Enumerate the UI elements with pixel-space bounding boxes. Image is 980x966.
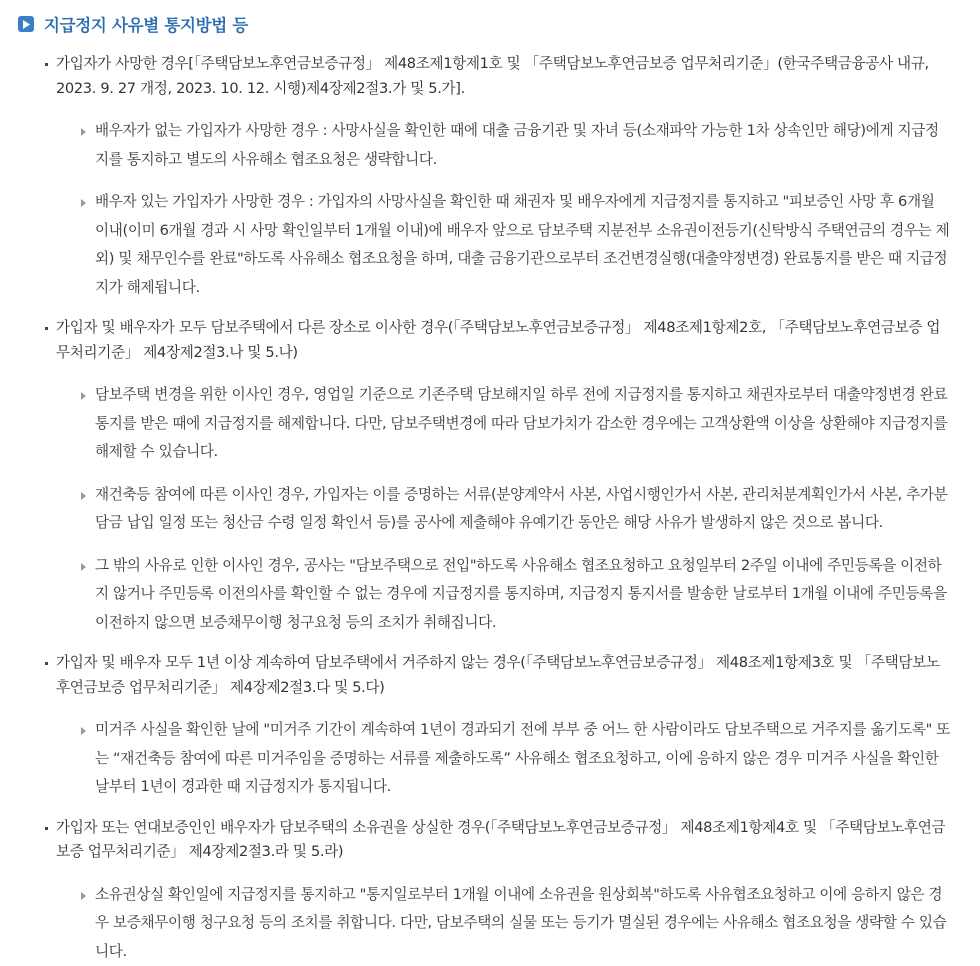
sub-list-item [37, 117, 950, 174]
list-item [18, 651, 950, 700]
sub-list-item-text: 재건축등 참여에 따른 이사인 경우, 가입자는 이를 증명하는 서류(분양계약서 사본, 사업시행인가서 사본, 관리처분계획인가서 사본, 추가분담금 납입 일정 또는 청산금 수령 일정 확인서 등)를 공사에 제출해야 유예기간 동안은 해당 사유가 발생하지 않은 것으로 봅니다. [95, 481, 950, 538]
sub-list-item [37, 381, 950, 467]
list-item [18, 52, 950, 101]
section-title: 지급정지 사유별 통지방법 등 [44, 12, 248, 36]
triangle-bullet-icon [81, 128, 86, 136]
list-item [18, 316, 950, 365]
square-bullet-icon [45, 327, 48, 330]
sub-list-item [37, 188, 950, 302]
list-item-text: 가입자 또는 연대보증인인 배우자가 담보주택의 소유권을 상실한 경우(「주택담보노후연금보증규정」 제48조제1항제4호 및 「주택담보노후연금보증 업무처리기준」 제4장제2절3.라 및 5.라) [56, 816, 950, 865]
sub-list-item-text: 담보주택 변경을 위한 이사인 경우, 영업일 기준으로 기존주택 담보해지일 하루 전에 지급정지를 통지하고 채권자로부터 대출약정변경 완료통지를 받은 때에 지급정지를 해제합니다. 다만, 담보주택변경에 따라 담보가치가 감소한 경우에는 고객상환액 이상을 상환해야 지급정지를 해제할 수 있습니다. [95, 381, 950, 467]
list-item-text: 가입자 및 배우자가 모두 담보주택에서 다른 장소로 이사한 경우(「주택담보노후연금보증규정」 제48조제1항제2호, 「주택담보노후연금보증 업무처리기준」 제4장제2절3.나 및 5.나) [56, 316, 950, 365]
list-item [18, 816, 950, 865]
section-header [18, 10, 950, 38]
sub-list-item [37, 716, 950, 802]
sub-list-item-text: 배우자가 없는 가입자가 사망한 경우 : 사망사실을 확인한 때에 대출 금융기관 및 자녀 등(소재파악 가능한 1차 상속인만 해당)에게 지급정지를 통지하고 별도의 사유해소 협조요청은 생략합니다. [95, 117, 950, 174]
square-bullet-icon [45, 662, 48, 665]
sub-list-item-text: 그 밖의 사유로 인한 이사인 경우, 공사는 "담보주택으로 전입"하도록 사유해소 협조요청하고 요청일부터 2주일 이내에 주민등록을 이전하지 않거나 주민등록 이전의사를 확인할 수 없는 경우에 지급정지를 통지하며, 지급정지 통지서를 발송한 날로부터 1개월 이내에 주민등록을 이전하지 않으면 보증채무이행 청구요청 등의 조치가 취해집니다. [95, 552, 950, 638]
triangle-bullet-icon [81, 199, 86, 207]
item-list [18, 52, 950, 966]
triangle-bullet-icon [81, 392, 86, 400]
sub-list-item-text: 배우자 있는 가입자가 사망한 경우 : 가입자의 사망사실을 확인한 때 채권자 및 배우자에게 지급정지를 통지하고 "피보증인 사망 후 6개월 이내(이미 6개월 경과 시 사망 확인일부터 1개월 이내)에 배우자 앞으로 담보주택 지분전부 소유권이전등기(신탁방식 주택연금의 경우는 제외) 및 채무인수를 완료"하도록 사유해소 협조요청을 하며, 대출 금융기관으로부터 조건변경실행(대출약정변경) 완료통지를 받은 때 지급정지가 해제됩니다. [95, 188, 950, 302]
sub-list-item-text: 미거주 사실을 확인한 날에 "미거주 기간이 계속하여 1년이 경과되기 전에 부부 중 어느 한 사람이라도 담보주택으로 거주지를 옮기도록" 또는 “재건축등 참여에 따른 미거주임을 증명하는 서류를 제출하도록” 사유해소 협조요청하고, 이에 응하지 않은 경우 미거주 사실을 확인한 날부터 1년이 경과한 때 지급정지가 통지됩니다. [95, 716, 950, 802]
triangle-bullet-icon [81, 892, 86, 900]
sub-list-item [37, 552, 950, 638]
triangle-bullet-icon [81, 727, 86, 735]
sub-list-item-text: 소유권상실 확인일에 지급정지를 통지하고 "통지일로부터 1개월 이내에 소유권을 원상회복"하도록 사유협조요청하고 이에 응하지 않은 경우 보증채무이행 청구요청 등의 조치를 취합니다. 다만, 담보주택의 실물 또는 등기가 멸실된 경우에는 사유해소 협조요청을 생략할 수 있습니다. [95, 881, 950, 966]
sub-list-item [37, 481, 950, 538]
triangle-bullet-icon [81, 563, 86, 571]
list-item-text: 가입자 및 배우자 모두 1년 이상 계속하여 담보주택에서 거주하지 않는 경우(「주택담보노후연금보증규정」 제48조제1항제3호 및 「주택담보노후연금보증 업무처리기준」 제4장제2절3.다 및 5.다) [56, 651, 950, 700]
play-arrow-icon [18, 16, 34, 32]
square-bullet-icon [45, 827, 48, 830]
triangle-bullet-icon [81, 492, 86, 500]
list-item-text: 가입자가 사망한 경우[「주택담보노후연금보증규정」 제48조제1항제1호 및 「주택담보노후연금보증 업무처리기준」(한국주택금융공사 내규, 2023. 9. 27 개정, 2023. 10. 12. 시행)제4장제2절3.가 및 5.가]. [56, 52, 950, 101]
sub-list-item [37, 881, 950, 966]
square-bullet-icon [45, 63, 48, 66]
